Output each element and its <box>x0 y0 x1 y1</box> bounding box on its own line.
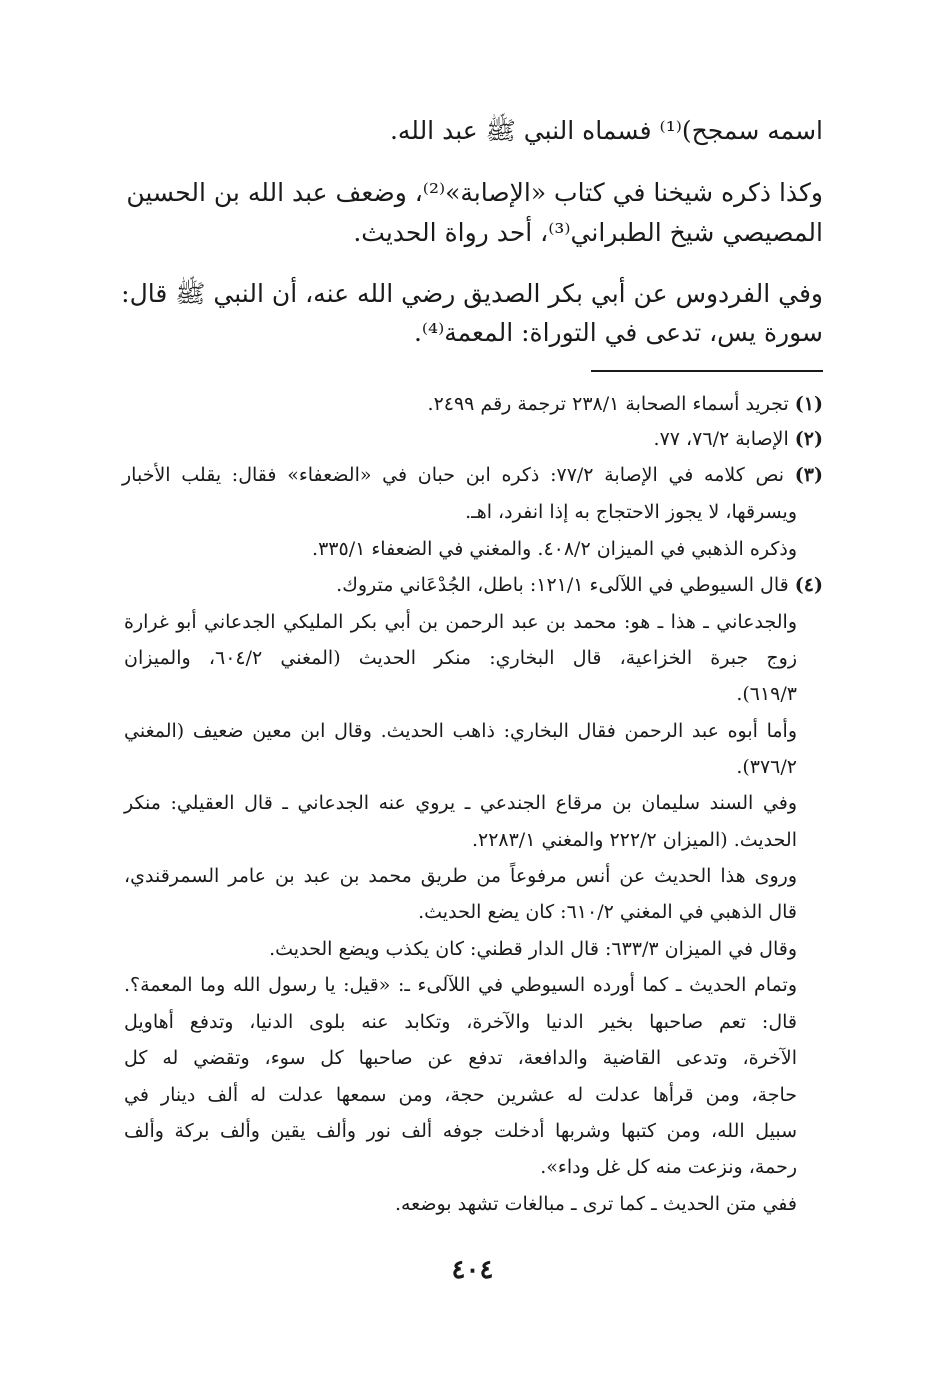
footnote-text: سبيل الله، ومن كتبها وشربها أدخلت جوفه ألف نور وألف يقين وألف بركة وألف <box>124 1120 797 1142</box>
footnote-text: قال: تعم صاحبها بخير الدنيا والآخرة، وتكابد عنه بلوى الدنيا، وتدفع أهاويل <box>124 1011 797 1033</box>
body-line-5: سورة يس، تدعى في التوراة: المعمة⁽⁴⁾. <box>413 318 823 347</box>
footnote-text: وفي السند سليمان بن مرقاع الجندعي ـ يروي عنه الجدعاني ـ قال العقيلي: منكر <box>124 792 797 814</box>
footnote-line <box>124 794 797 813</box>
footnote-line <box>736 758 797 777</box>
footnote-text: ٦١٩/٣). <box>736 683 797 705</box>
footnote-line <box>472 831 797 850</box>
footnote-text: وقال في الميزان ٦٣٣/٣: قال الدار قطني: كان يكذب ويضع الحديث. <box>269 938 797 960</box>
footnote-line <box>124 1086 797 1105</box>
footnote-text: رحمة، ونزعت منه كل غل وداء». <box>540 1156 797 1178</box>
footnote-number: (٣) <box>794 464 823 486</box>
footnote-text: ٣٧٦/٢). <box>736 756 797 778</box>
footnote-text: وتمام الحديث ـ كما أورده السيوطي في اللآلىء ـ: «قيل: يا رسول الله وما المعمة؟. <box>124 974 797 996</box>
footnote-line <box>336 576 823 595</box>
footnote-line <box>124 649 797 668</box>
footnote-text: زوج جبرة الخزاعية، قال البخاري: منكر الحديث (المغني ٦٠٤/٢، والميزان <box>124 647 797 669</box>
footnote-text: وروى هذا الحديث عن أنس مرفوعاً من طريق محمد بن عبد بن عامر السمرقندي، <box>124 865 797 887</box>
footnote-line <box>124 976 797 995</box>
footnote-text: قال الذهبي في المغني ٦١٠/٢: كان يضع الحديث. <box>418 901 797 923</box>
footnote-text: ويسرقها، لا يجوز الاحتجاج به إذا انفرد، اهـ. <box>465 501 797 523</box>
footnote-text: الإصابة ٧٦/٢، ٧٧. <box>653 428 795 450</box>
footnote-line <box>418 903 797 922</box>
footnote-line <box>124 613 797 632</box>
footnote-line <box>124 1049 797 1068</box>
body-line-4: وفي الفردوس عن أبي بكر الصديق رضي الله عنه، أن النبي ﷺ قال: <box>121 279 823 308</box>
body-line-3: المصيصي شيخ الطبراني⁽³⁾، أحد رواة الحديث. <box>353 218 823 247</box>
footnote-text: الآخرة، وتدعى القاضية والدافعة، تدفع عن صاحبها كل سوء، وتقضي له كل <box>124 1047 797 1069</box>
footnote-text: قال السيوطي في اللآلىء ١٢١/١: باطل، الجُدْعَاني متروك. <box>336 574 795 596</box>
footnote-text: الحديث. (الميزان ٢٢٢/٢ والمغني ٢٢٨٣/١. <box>471 829 797 851</box>
footnote-text: نص كلامه في الإصابة ٧٧/٢: ذكره ابن حبان في «الضعفاء» فقال: يقلب الأخبار <box>122 464 795 486</box>
footnote-line <box>269 940 797 959</box>
footnote-line <box>122 466 823 485</box>
footnote-line <box>736 685 797 704</box>
footnote-line <box>654 430 823 449</box>
footnote-text: حاجة، ومن قرأها عدلت له عشرين حجة، ومن سمعها عدلت له ألف دينار في <box>124 1084 797 1106</box>
page-number: ٤٠٤ <box>451 1255 494 1285</box>
footnote-line <box>124 867 797 886</box>
footnote-text: وأما أبوه عبد الرحمن فقال البخاري: ذاهب الحديث. وقال ابن معين ضعيف (المغني <box>124 720 797 742</box>
footnote-text: ففي متن الحديث ـ كما ترى ـ مبالغات تشهد بوضعه. <box>394 1193 797 1215</box>
footnote-line <box>124 1122 797 1141</box>
footnote-text: تجريد أسماء الصحابة ٢٣٨/١ ترجمة رقم ٢٤٩٩. <box>427 393 795 415</box>
footnote-line <box>395 1195 797 1214</box>
body-line-1: اسمه سمجح)⁽¹⁾ فسماه النبي ﷺ عبد الله. <box>389 116 823 145</box>
footnote-line <box>540 1158 797 1177</box>
footnote-number: (٢) <box>794 428 823 450</box>
footnote-line <box>124 1013 797 1032</box>
footnote-line <box>428 395 823 414</box>
footnote-line <box>465 503 797 522</box>
footnote-text: والجدعاني ـ هذا ـ هو: محمد بن عبد الرحمن بن أبي بكر المليكي الجدعاني أبو غرارة <box>124 611 797 633</box>
footnote-number: (٤) <box>794 574 823 596</box>
footnote-line <box>312 540 797 559</box>
footnote-separator <box>591 370 823 372</box>
body-line-2: وكذا ذكره شيخنا في كتاب «الإصابة»⁽²⁾، وضعف عبد الله بن الحسين <box>126 178 823 207</box>
footnote-line <box>124 722 797 741</box>
footnote-number: (١) <box>794 393 823 415</box>
footnote-text: وذكره الذهبي في الميزان ٤٠٨/٢. والمغني في الضعفاء ٣٣٥/١. <box>312 538 797 560</box>
